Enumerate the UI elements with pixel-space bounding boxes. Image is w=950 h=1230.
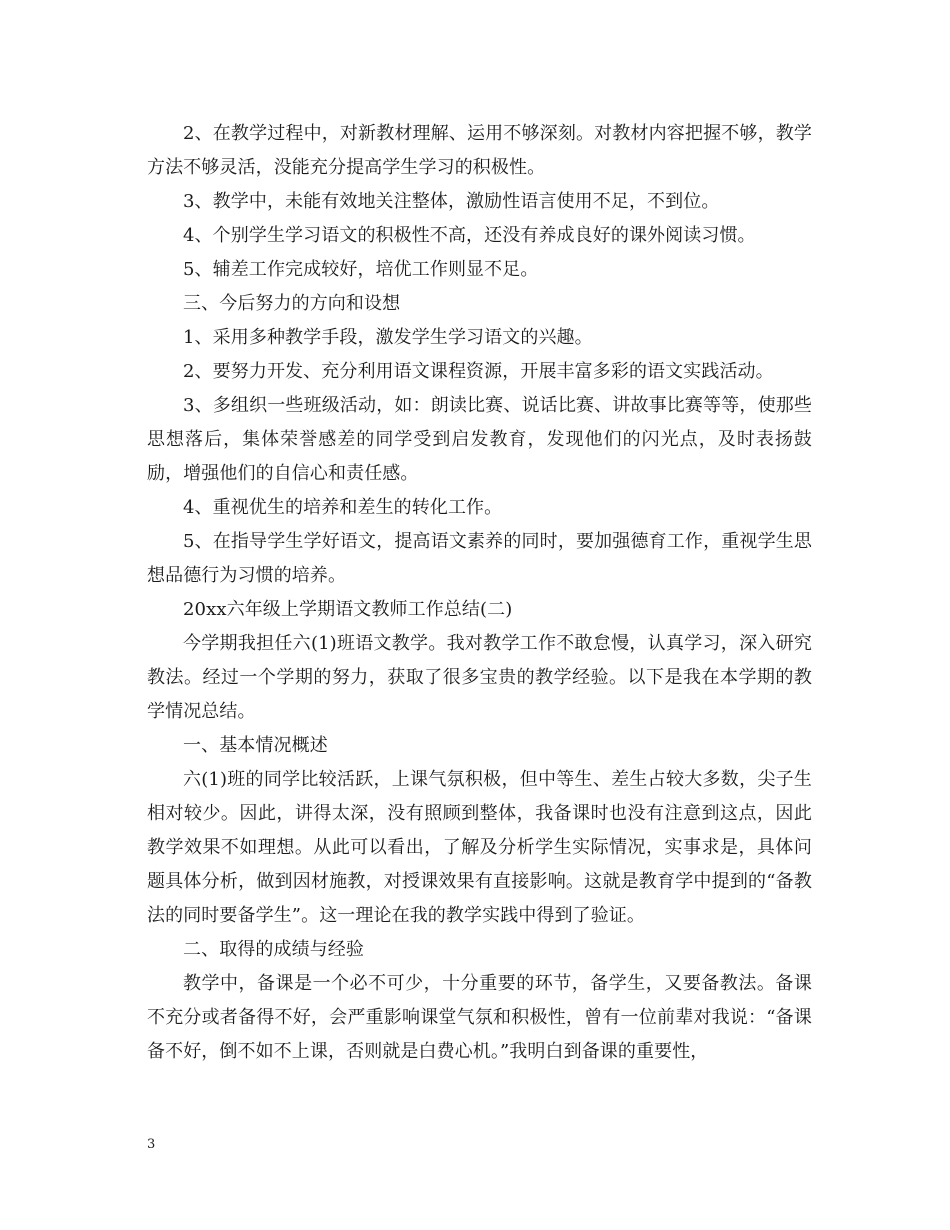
paragraph-intro: 今学期我担任六(1)班语文教学。我对教学工作不敢怠慢，认真学习，深入研究教法。经过一个学期的努力，获取了很多宝贵的教学经验。以下是我在本学期的教学情况总结。 — [147, 633, 812, 722]
paragraph-plan-2: 2、要努力开发、充分利用语文课程资源，开展丰富多彩的语文实践活动。 — [183, 361, 774, 382]
paragraph-plan-3: 3、多组织一些班级活动，如：朗读比赛、说话比赛、讲故事比赛等等，使那些思想落后，集体荣誉感差的同学受到启发教育，发现他们的闪光点，及时表扬鼓励，增强他们的自信心和责任感。 — [147, 395, 812, 484]
paragraph-achievements: 教学中，备课是一个必不可少，十分重要的环节，备学生，又要备教法。备课不充分或者备得不好，会严重影响课堂气氛和积极性，曾有一位前辈对我说：“备课备不好，倒不如不上课，否则就是白费心机。”我明白到备课的重要性， — [147, 973, 812, 1062]
paragraph-overview: 六(1)班的同学比较活跃，上课气氛积极，但中等生、差生占较大多数，尖子生相对较少。因此，讲得太深，没有照顾到整体，我备课时也没有注意到这点，因此教学效果不如理想。从此可以看出，了解及分析学生实际情况，实事求是，具体问题具体分析，做到因材施教，对授课效果有直接影响。这就是教育学中提到的“备教法的同时要备学生”。这一理论在我的教学实践中得到了验证。 — [147, 769, 812, 926]
section-heading-achievements: 二、取得的成绩与经验 — [183, 939, 364, 960]
paragraph-problem-3: 3、教学中，未能有效地关注整体，激励性语言使用不足，不到位。 — [183, 191, 720, 212]
paragraph-problem-4: 4、个别学生学习语文的积极性不高，还没有养成良好的课外阅读习惯。 — [183, 225, 756, 246]
section-heading-overview: 一、基本情况概述 — [183, 735, 328, 756]
section-heading-future-direction: 三、今后努力的方向和设想 — [183, 293, 401, 314]
paragraph-plan-4: 4、重视优生的培养和差生的转化工作。 — [183, 497, 503, 518]
paragraph-plan-5: 5、在指导学生学好语文，提高语文素养的同时，要加强德育工作，重视学生思想品德行为习惯的培养。 — [147, 531, 812, 586]
document-subtitle: 20xx六年级上学期语文教师工作总结(二) — [183, 599, 513, 620]
paragraph-problem-2: 2、在教学过程中，对新教材理解、运用不够深刻。对教材内容把握不够，教学方法不够灵活，没能充分提高学生学习的积极性。 — [147, 123, 812, 178]
page-number: 3 — [147, 1137, 156, 1152]
paragraph-problem-5: 5、辅差工作完成较好，培优工作则显不足。 — [183, 259, 539, 280]
document-body — [147, 117, 812, 1069]
paragraph-plan-1: 1、采用多种教学手段，激发学生学习语文的兴趣。 — [183, 327, 593, 348]
